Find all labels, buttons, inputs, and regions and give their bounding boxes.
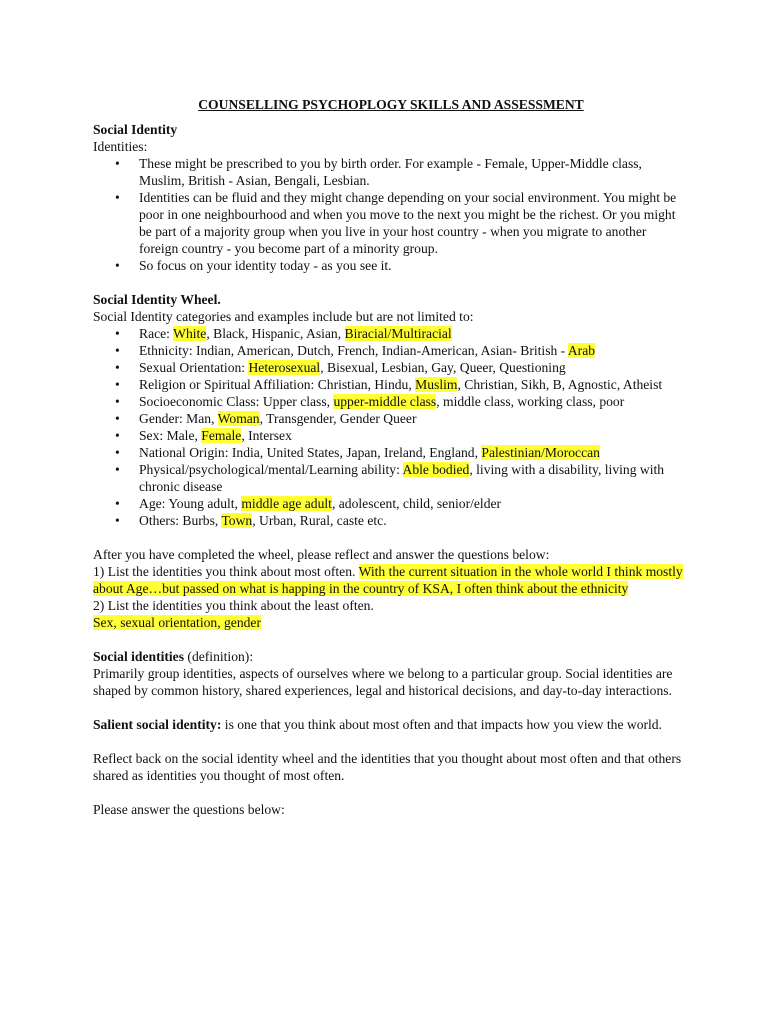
item-text: Gender: Man,: [139, 411, 218, 426]
identities-label: Identities:: [93, 139, 148, 154]
document-title: COUNSELLING PSYCHOPLOGY SKILLS AND ASSESSMENT: [198, 97, 584, 112]
highlighted-text: middle age adult: [241, 496, 332, 511]
reflection-intro: After you have completed the wheel, please reflect and answer the questions below:: [93, 547, 550, 562]
wheel-category-item: [93, 461, 683, 495]
wheel-category-item: [93, 342, 683, 359]
highlighted-text: upper-middle class: [333, 394, 437, 409]
reflect-back-paragraph: Reflect back on the social identity wheel and the identities that you thought about most often and that others shared as identities you thought of most often.: [93, 751, 682, 783]
highlighted-text: Heterosexual: [248, 360, 321, 375]
highlighted-text: Arab: [567, 343, 596, 358]
identities-bullet: • Identities can be fluid and they might change depending on your social environment. You might be poor in one neighbourhood and when you move to the next you might be the richest. Or you might be part of a majority group when you live in your host country - when you migrate to another foreign country - you become part of a minority group.: [93, 189, 683, 257]
social-identity-wheel-heading: Social Identity Wheel.: [93, 292, 221, 307]
highlighted-text: White: [173, 326, 207, 341]
salient-text: is one that you think about most often and that impacts how you view the world.: [221, 717, 662, 732]
highlighted-text: Palestinian/Moroccan: [481, 445, 600, 460]
social-identity-heading: Social Identity: [93, 122, 178, 137]
wheel-category-item: [93, 393, 683, 410]
please-answer-text: Please answer the questions below:: [93, 802, 285, 817]
highlighted-text: Woman: [217, 411, 260, 426]
highlighted-text: Female: [201, 428, 242, 443]
document-content: [93, 96, 683, 818]
salient-term: Salient social identity:: [93, 717, 222, 732]
salient-paragraph: [93, 716, 683, 733]
item-text: , Christian, Sikh, B, Agnostic, Atheist: [457, 377, 663, 392]
item-text: Socioeconomic Class: Upper class,: [139, 394, 334, 409]
definition-suffix: (definition):: [184, 649, 254, 664]
answer-2-highlight: Sex, sexual orientation, gender: [93, 615, 261, 630]
item-text: Sex: Male,: [139, 428, 202, 443]
wheel-category-list: [93, 325, 683, 529]
highlighted-text: Biracial/Multiracial: [344, 326, 452, 341]
definition-heading: [93, 648, 683, 665]
item-text: Age: Young adult,: [139, 496, 242, 511]
item-text: , Transgender, Gender Queer: [259, 411, 417, 426]
definition-text: Primarily group identities, aspects of ourselves where we belong to a particular group. Social identities are shaped by common history, shared experiences, legal and historical decisions, and day-to-day interactions.: [93, 666, 673, 698]
wheel-category-item: [93, 325, 683, 342]
wheel-category-item: [93, 512, 683, 529]
wheel-category-item: [93, 376, 683, 393]
wheel-category-item: [93, 495, 683, 512]
item-text: Race:: [139, 326, 174, 341]
highlighted-text: Town: [221, 513, 253, 528]
definition-term: Social identities: [93, 649, 185, 664]
question-1-text: 1) List the identities you think about most often.: [93, 564, 359, 579]
item-text: Others: Burbs,: [139, 513, 222, 528]
identities-bullet: • These might be prescribed to you by birth order. For example - Female, Upper-Middle class, Muslim, British - Asian, Bengali, Lesbian.: [93, 155, 683, 189]
item-text: Ethnicity: Indian, American, Dutch, French, Indian-American, Asian- British -: [139, 343, 568, 358]
identities-bullet: • So focus on your identity today - as you see it.: [93, 257, 683, 274]
item-text: , Intersex: [241, 428, 292, 443]
answer-2: [93, 614, 683, 631]
item-text: Religion or Spiritual Affiliation: Christian, Hindu,: [139, 377, 416, 392]
identities-bullet-list: [93, 155, 683, 274]
wheel-category-item: [93, 410, 683, 427]
highlighted-text: Muslim: [415, 377, 458, 392]
item-text: , Black, Hispanic, Asian,: [206, 326, 345, 341]
item-text: , middle class, working class, poor: [436, 394, 625, 409]
wheel-intro: Social Identity categories and examples include but are not limited to:: [93, 309, 474, 324]
item-text: , Bisexual, Lesbian, Gay, Queer, Questioning: [320, 360, 566, 375]
answer-1-highlight: With the current situation in the whole world I think mostly about Age…but passed on what is happing in the country of KSA, I often think about the ethnicity: [93, 564, 683, 596]
item-text: National Origin: India, United States, Japan, Ireland, England,: [139, 445, 482, 460]
wheel-category-item: [93, 427, 683, 444]
item-text: , living with a disability, living with chronic disease: [139, 462, 665, 494]
wheel-category-item: [93, 359, 683, 376]
question-2-text: 2) List the identities you think about the least often.: [93, 598, 374, 613]
item-text: , Urban, Rural, caste etc.: [252, 513, 387, 528]
item-text: Sexual Orientation:: [139, 360, 249, 375]
item-text: , adolescent, child, senior/elder: [331, 496, 502, 511]
highlighted-text: Able bodied: [402, 462, 470, 477]
item-text: Physical/psychological/mental/Learning ability:: [139, 462, 403, 477]
wheel-category-item: [93, 444, 683, 461]
question-1: [93, 563, 683, 597]
